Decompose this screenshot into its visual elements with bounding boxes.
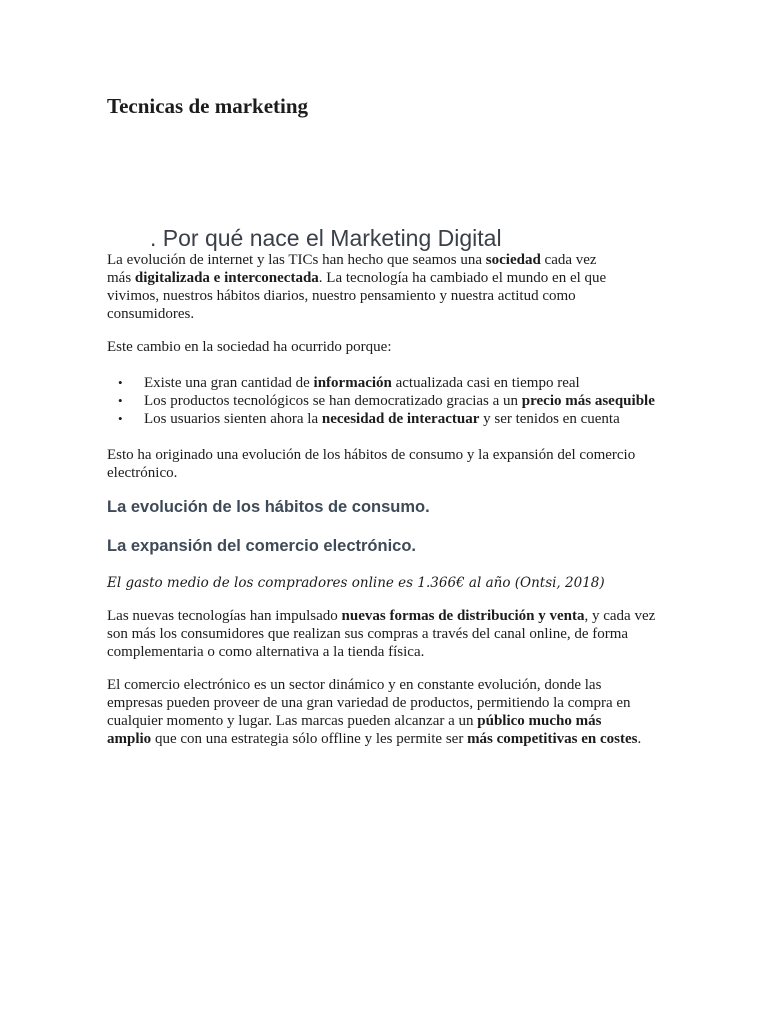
ecommerce-paragraph <box>107 676 667 748</box>
text-run: El comercio electrónico es un sector dinámico y en constante evolución, donde las <box>107 677 602 693</box>
bold-text: digitalizada e interconectada <box>134 270 319 286</box>
text-run: actualizada casi en tiempo real <box>391 375 580 391</box>
bold-text: precio más asequible <box>521 393 655 409</box>
bold-text: nuevas formas de distribución y venta <box>341 608 585 624</box>
list-item <box>107 392 687 410</box>
bold-text: amplio <box>107 731 152 747</box>
distribution-paragraph <box>107 607 667 661</box>
text-run: Los usuarios sienten ahora la <box>144 411 322 427</box>
subheading-ecommerce-expansion: La expansión del comercio electrónico. <box>107 537 417 555</box>
subheading-consumption-habits: La evolución de los hábitos de consumo. <box>107 498 430 516</box>
bold-text: más competitivas en costes <box>467 731 638 747</box>
text-run: son más los consumidores que realizan sus compras a través del canal online, de forma <box>107 626 629 642</box>
text-run: más <box>107 270 135 286</box>
text-run: Las nuevas tecnologías han impulsado <box>107 608 342 624</box>
intro-paragraph <box>107 251 667 323</box>
text-run: complementaria o como alternativa a la tienda física. <box>107 644 425 660</box>
section-heading: . Por qué nace el Marketing Digital <box>150 225 502 251</box>
text-run: La evolución de internet y las TICs han hecho que seamos una <box>107 252 486 268</box>
text-run: Esto ha originado una evolución de los hábitos de consumo y la expansión del comercio <box>107 447 636 463</box>
text-run: cualquier momento y lugar. Las marcas pueden alcanzar a un <box>107 713 478 729</box>
text-run: . La tecnología ha cambiado el mundo en el que <box>318 270 607 286</box>
list-item <box>107 410 687 428</box>
text-run: , y cada vez <box>584 608 656 624</box>
text-run: consumidores. <box>107 306 195 322</box>
text-run: cada vez <box>540 252 597 268</box>
text-run: y ser tenidos en cuenta <box>479 411 620 427</box>
bullet-icon: • <box>118 375 123 390</box>
text-run: Existe una gran cantidad de <box>144 375 314 391</box>
bullet-icon: • <box>118 393 123 408</box>
bullet-icon: • <box>118 411 123 426</box>
list-item <box>107 374 687 392</box>
reasons-list <box>107 374 687 428</box>
consequence-paragraph <box>107 446 667 482</box>
bold-text: público mucho más <box>477 713 602 729</box>
text-run: Los productos tecnológicos se han democratizado gracias a un <box>144 393 522 409</box>
text-run: vivimos, nuestros hábitos diarios, nuestro pensamiento y nuestra actitud como <box>107 288 576 304</box>
text-run: . <box>637 731 642 747</box>
text-run: empresas pueden proveer de una gran variedad de productos, permitiendo la compra en <box>107 695 631 711</box>
document-title: Tecnicas de marketing <box>107 94 309 118</box>
text-run: que con una estrategia sólo offline y les permite ser <box>151 731 468 747</box>
cause-intro: Este cambio en la sociedad ha ocurrido porque: <box>107 339 392 355</box>
bold-text: sociedad <box>485 252 541 268</box>
text-run: electrónico. <box>107 465 178 481</box>
bold-text: necesidad de interactuar <box>321 411 480 427</box>
bold-text: información <box>313 375 392 391</box>
spending-quote: El gasto medio de los compradores online es 1.366€ al año (Ontsi, 2018) <box>107 575 605 591</box>
